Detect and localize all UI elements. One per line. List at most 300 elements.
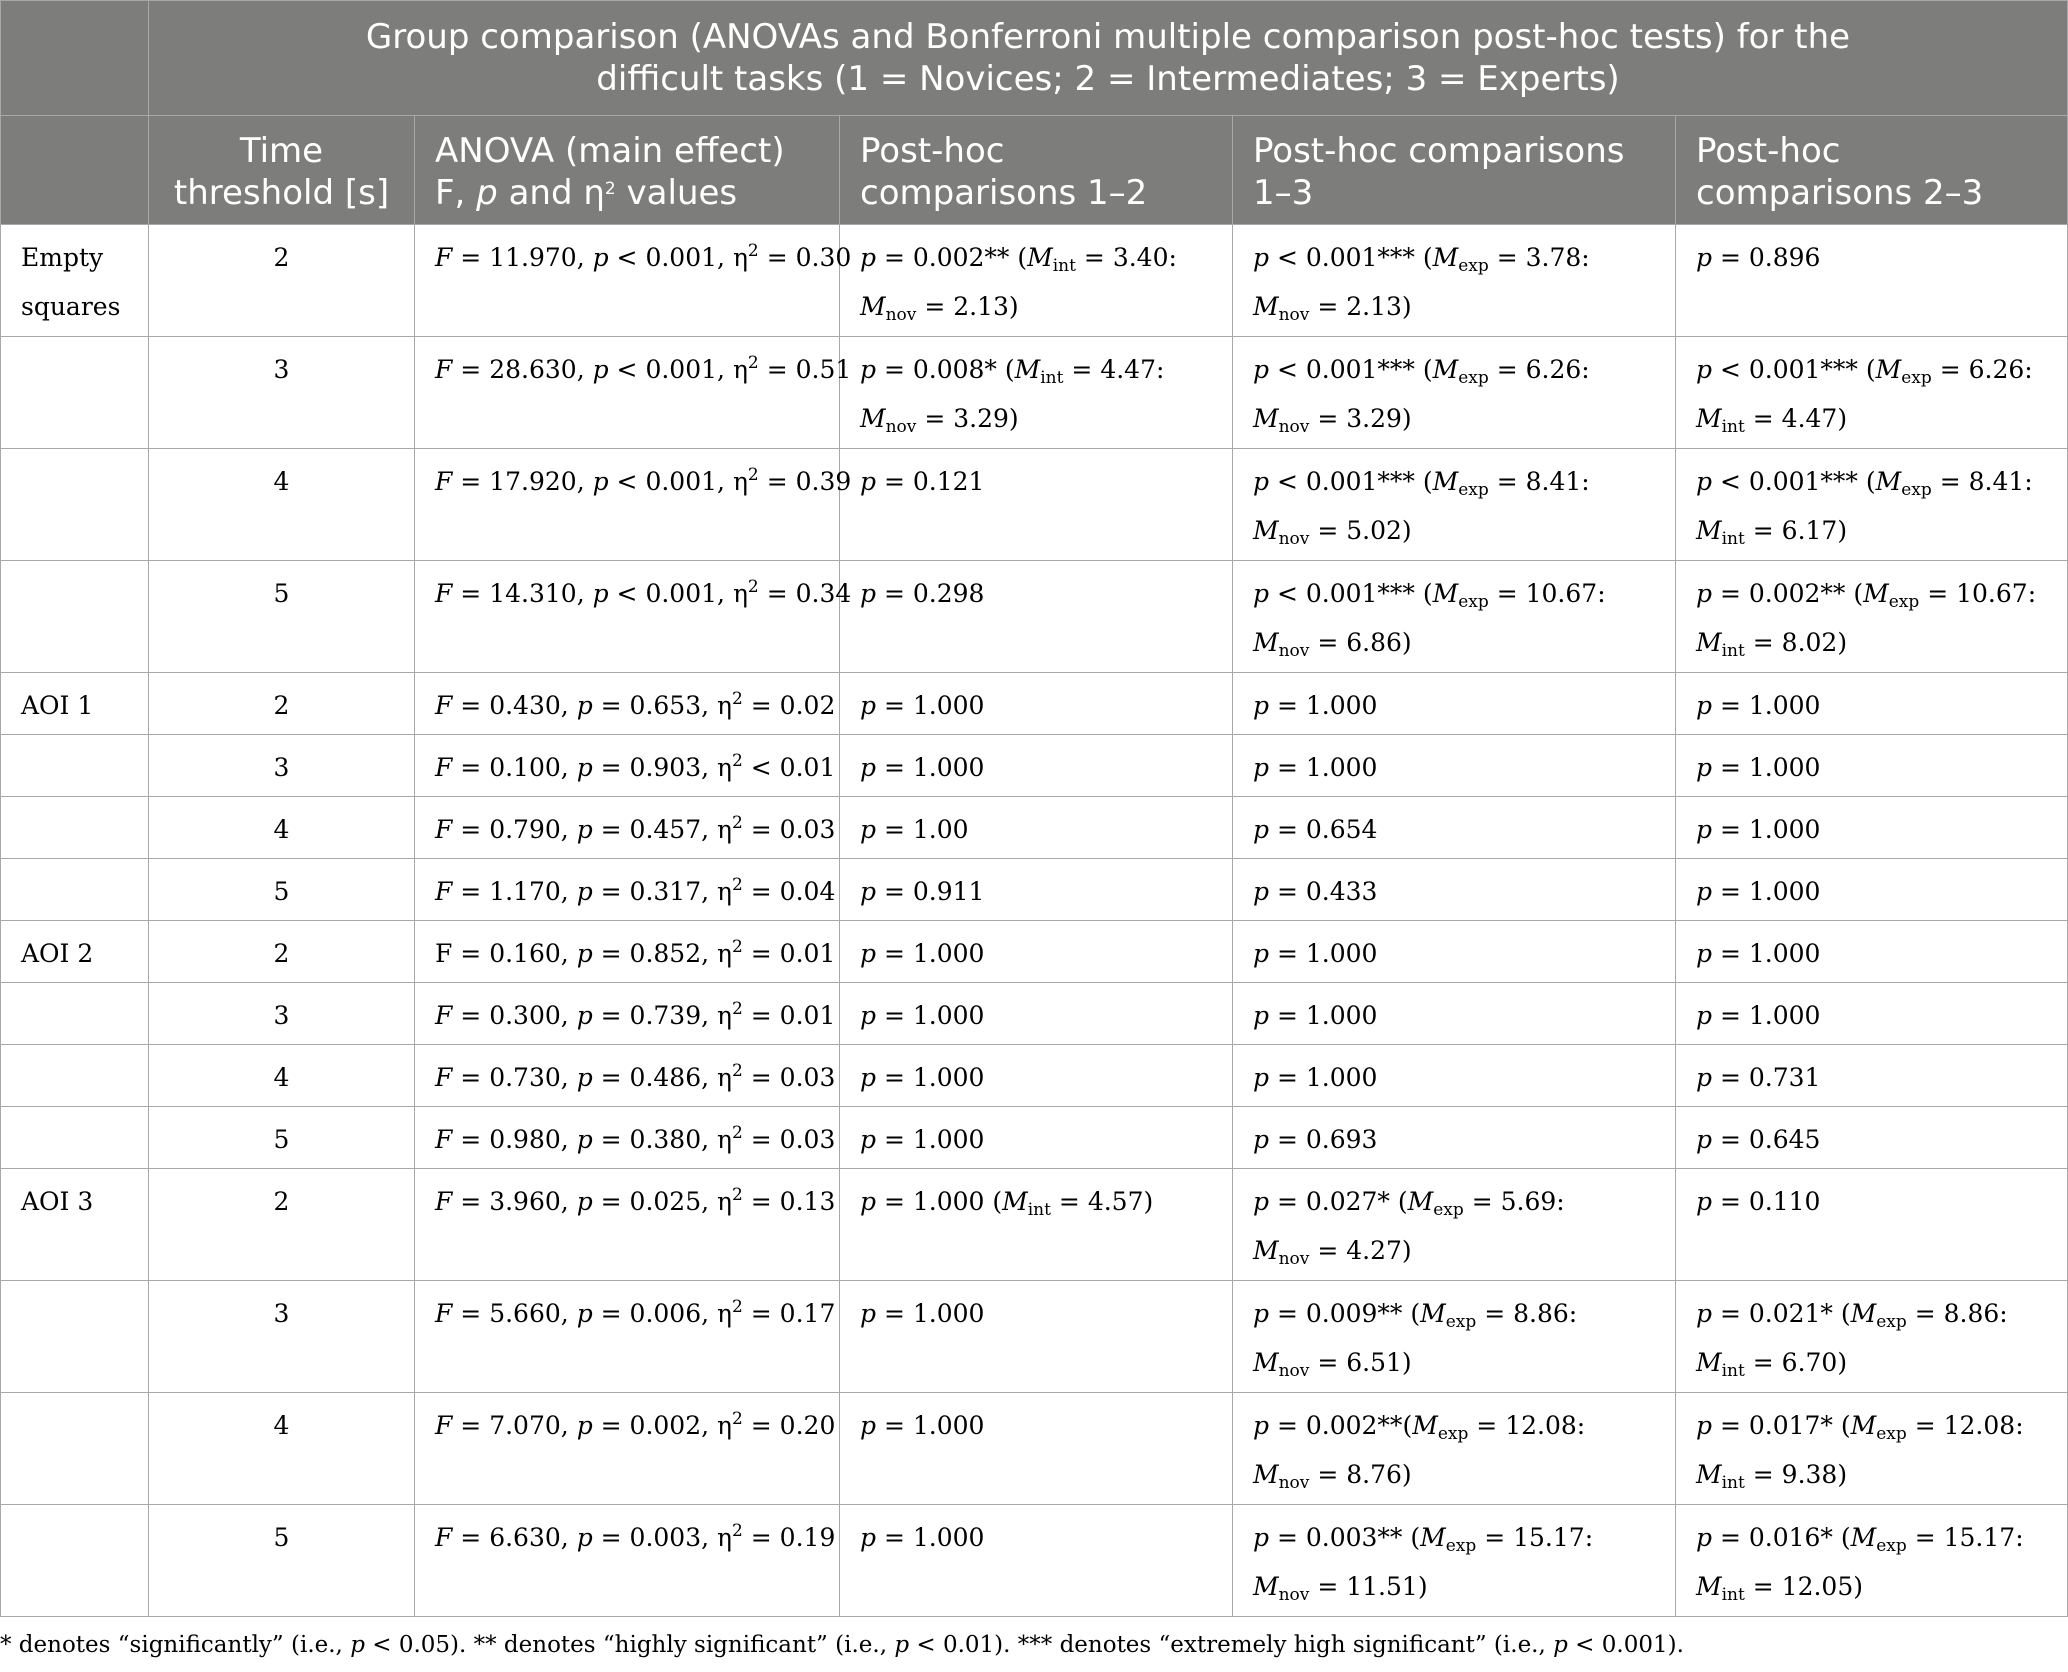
colon: : [2015,1523,2024,1552]
eta-symbol: η [717,1411,733,1440]
posthoc-ph12-cell [840,1281,1233,1393]
mean-symbol: M [1696,516,1722,545]
posthoc-ph13-cell [1233,983,1676,1045]
comma: , [701,1063,718,1092]
eta-symbol: η [717,1063,733,1092]
paren-close: ) [1401,1460,1412,1489]
posthoc-ph13-cell [1233,337,1676,449]
comma: , [560,1187,577,1216]
posthoc-ph12-cell [840,859,1233,921]
f-symbol: F [435,1187,453,1216]
eta-superscript: 2 [732,813,743,833]
p-value: = 1.000 [1269,939,1378,968]
table-row [1,921,2068,983]
p-value: = 0.008* [876,355,997,384]
p-symbol: p [1696,939,1713,968]
posthoc-ph23-cell [1676,1505,2068,1617]
colon: : [2024,467,2033,496]
mean-symbol: M [1875,467,1902,496]
header-group [1,116,149,225]
paren-close: ) [1417,1572,1428,1601]
p-value: = 0.852 [592,939,702,968]
p-value: = 0.693 [1269,1125,1378,1154]
mean-symbol: M [1253,1348,1279,1377]
mean-symbol: M [1253,1460,1279,1489]
table-row [1,225,2068,337]
f-symbol: F [435,1125,453,1154]
mean-subscript: exp [1876,1312,1907,1332]
comma: , [560,1411,577,1440]
mean-symbol: M [1863,579,1889,608]
posthoc-ph23-cell [1676,449,2068,561]
mean-symbol: M [1875,355,1902,384]
eq-sign: = [1309,1460,1347,1489]
f-value: 17.920 [489,467,577,496]
header-empty-corner [1,1,149,116]
mean-value: 3.29 [1346,404,1402,433]
p-value: = 0.645 [1712,1125,1821,1154]
mean-subscript: exp [1876,1424,1907,1444]
table-row [1,561,2068,673]
p-value: < 0.001*** [1269,579,1415,608]
comma: , [560,815,577,844]
comma: , [560,1299,577,1328]
mean-value: 11.51 [1346,1572,1418,1601]
p-symbol: p [1696,1125,1713,1154]
p-symbol: p [1253,691,1270,720]
paren-open: ( [1402,1299,1421,1328]
time-threshold-cell: 5 [149,1505,415,1617]
p-symbol: p [860,467,877,496]
time-threshold-cell: 4 [149,1045,415,1107]
eta-superscript: 2 [732,875,743,895]
posthoc-ph13-cell [1233,449,1676,561]
eta-superscript: 2 [732,1409,743,1429]
p-value: = 0.025 [592,1187,702,1216]
posthoc-ph13-cell [1233,225,1676,337]
group-label [1,735,149,797]
anova-cell [415,983,840,1045]
p-value: = 1.000 [1712,877,1821,906]
mean-symbol: M [1407,1187,1434,1216]
mean-value: 9.38 [1781,1460,1838,1489]
eta-symbol: η [717,815,733,844]
mean-symbol: M [1432,579,1459,608]
eq-sign: = [452,1299,490,1328]
p-value: = 0.002** [1269,1411,1403,1440]
time-threshold-cell: 3 [149,337,415,449]
table-row [1,735,2068,797]
p-symbol: p [576,1001,593,1030]
mean-value: 6.26 [1525,355,1582,384]
eta-superscript: 2 [732,751,743,771]
p-value: = 0.486 [592,1063,702,1092]
eq-sign: = [452,467,490,496]
anova-cell [415,1045,840,1107]
mean-value: 6.17 [1781,516,1838,545]
p-symbol: p [1696,1063,1713,1092]
p-symbol: p [576,1523,593,1552]
posthoc-ph23-cell [1676,983,2068,1045]
p-symbol: p [860,1001,877,1030]
p-value: = 0.021* [1712,1299,1833,1328]
colon: : [2027,579,2037,608]
posthoc-ph13-cell [1233,1107,1676,1169]
posthoc-ph12-cell [840,983,1233,1045]
eta-symbol: η [717,1187,733,1216]
f-value: 0.160 [489,939,561,968]
p-value: = 0.457 [592,815,702,844]
f-value: 6.630 [489,1523,561,1552]
posthoc-ph13-cell [1233,797,1676,859]
group-label [1,673,149,735]
p-value: = 0.121 [876,467,985,496]
eq-sign: = [1744,1460,1782,1489]
time-threshold-cell: 5 [149,859,415,921]
eta-value: = 0.39 [758,467,852,496]
posthoc-ph12-cell [840,1393,1233,1505]
mean-symbol: M [1432,355,1459,384]
p-value: = 1.000 [876,1063,985,1092]
eq-sign: = [1050,1187,1088,1216]
eq-sign: = [1309,516,1347,545]
mean-subscript: nov [1278,1249,1310,1269]
colon: : [1581,467,1590,496]
paren-close: ) [1401,628,1412,657]
mean-subscript: exp [1433,1200,1464,1220]
p-symbol: p [1253,815,1270,844]
mean-subscript: exp [1458,368,1489,388]
mean-subscript: nov [1278,529,1310,549]
comma: , [560,1001,577,1030]
group-label [1,561,149,673]
f-value: 0.980 [489,1125,561,1154]
f-symbol: F [435,1411,453,1440]
posthoc-ph13-cell [1233,1505,1676,1617]
posthoc-ph12-cell [840,225,1233,337]
mean-subscript: nov [1278,641,1310,661]
p-value: < 0.001*** [1712,467,1858,496]
paren-close: ) [1008,404,1019,433]
mean-symbol: M [1253,516,1279,545]
time-threshold-cell: 5 [149,561,415,673]
p-value: = 1.000 [1712,939,1821,968]
eta-superscript: 2 [732,999,743,1019]
group-label [1,1281,149,1393]
mean-subscript: nov [1278,417,1310,437]
p-value: = 1.000 [1269,1001,1378,1030]
eta-symbol: η [717,1299,733,1328]
time-threshold-cell: 2 [149,673,415,735]
mean-subscript: nov [1278,1361,1310,1381]
posthoc-ph12-cell [840,1505,1233,1617]
p-symbol: p [1696,579,1713,608]
mean-symbol: M [860,404,886,433]
eq-sign: = [452,355,490,384]
p-value: = 0.317 [592,877,702,906]
eq-sign: = [452,815,490,844]
comma: , [701,815,718,844]
p-symbol: p [1253,939,1270,968]
mean-symbol: M [1253,404,1279,433]
table-row [1,859,2068,921]
f-symbol: F [435,1001,453,1030]
p-symbol: p [1696,1299,1713,1328]
mean-subscript: nov [885,417,917,437]
eta-value: = 0.30 [758,243,852,272]
comma: , [576,355,593,384]
eta-symbol: η [732,467,748,496]
posthoc-ph12-cell [840,561,1233,673]
p-symbol: p [1253,355,1270,384]
mean-value: 6.86 [1346,628,1402,657]
comma: , [576,243,593,272]
f-value: 11.970 [489,243,577,272]
table-body [1,225,2068,1617]
eta-superscript: 2 [732,937,743,957]
f-value: 0.730 [489,1063,561,1092]
p-value: = 1.000 [1269,753,1378,782]
paren-open: ( [1414,467,1433,496]
eta-symbol: η [717,1125,733,1154]
mean-symbol: M [1002,1187,1028,1216]
mean-subscript: exp [1901,480,1932,500]
eta-symbol: η [717,753,733,782]
f-value: 0.790 [489,815,561,844]
posthoc-ph13-cell [1233,1045,1676,1107]
p-value: = 0.731 [1712,1063,1821,1092]
paren-open: ( [1402,1523,1421,1552]
anova-cell [415,859,840,921]
eq-sign: = [1906,1411,1944,1440]
p-value: = 0.002 [592,1411,702,1440]
p-symbol: p [860,1411,877,1440]
p-symbol: p [592,579,609,608]
p-value: < 0.001*** [1712,355,1858,384]
mean-subscript: int [1052,256,1076,276]
mean-symbol: M [1850,1411,1877,1440]
paren-open: ( [1402,1411,1413,1440]
f-symbol: F [435,355,453,384]
mean-subscript: nov [1278,1473,1310,1493]
p-symbol: p [860,691,877,720]
paren-close: ) [1401,1236,1412,1265]
eq-sign: = [1919,579,1957,608]
posthoc-ph12-cell [840,921,1233,983]
group-label [1,859,149,921]
eq-sign: = [1488,579,1526,608]
p-symbol: p [1253,1001,1270,1030]
p-symbol: p [860,355,877,384]
posthoc-ph23-cell [1676,1281,2068,1393]
posthoc-ph13-cell [1233,859,1676,921]
paren-open: ( [1832,1299,1851,1328]
p-value: = 1.000 [1712,1001,1821,1030]
p-symbol: p [1253,1187,1270,1216]
p-value: = 0.027* [1269,1187,1390,1216]
paren-close: ) [1401,404,1412,433]
mean-value: 2.13 [1346,292,1402,321]
mean-subscript: int [1040,368,1064,388]
group-label [1,337,149,449]
p-value: = 1.000 [876,939,985,968]
eq-sign: = [1931,467,1969,496]
p-symbol: p [860,753,877,782]
p-symbol: p [1253,1299,1270,1328]
p-symbol: p [860,1299,877,1328]
mean-symbol: M [1014,355,1041,384]
p-symbol: p [1253,467,1270,496]
p-symbol: p [1696,1411,1713,1440]
eta-value: = 0.02 [742,691,836,720]
group-label [1,983,149,1045]
posthoc-ph23-cell [1676,1393,2068,1505]
mean-symbol: M [1253,1236,1279,1265]
table-title: Group comparison (ANOVAs and Bonferroni multiple comparison post-hoc tests) for the difficult tasks (1 = Novices; 2 = Intermediates; 3 = Experts) [149,1,2068,116]
table-row [1,1505,2068,1617]
eq-sign: = [1476,1299,1514,1328]
paren-close: ) [1008,292,1019,321]
eq-sign: = [1075,243,1113,272]
paren-open: ( [1389,1187,1408,1216]
eta-value: = 0.17 [742,1299,836,1328]
f-symbol: F [435,1523,453,1552]
anova-cell [415,921,840,983]
paren-open: ( [1857,355,1876,384]
p-value: < 0.001*** [1269,467,1415,496]
mean-symbol: M [1027,243,1053,272]
mean-symbol: M [1253,1572,1279,1601]
header-time-threshold: Time threshold [s] [149,116,415,225]
colon: : [1576,1411,1586,1440]
paren-close: ) [1837,1460,1848,1489]
mean-value: 2.13 [953,292,1009,321]
mean-subscript: nov [1278,1585,1310,1605]
eta-symbol: η [717,1523,733,1552]
eta-symbol: η [732,243,748,272]
mean-subscript: int [1721,641,1745,661]
p-value: = 0.911 [876,877,985,906]
eta-symbol: η [717,939,733,968]
comma: , [701,1411,718,1440]
mean-symbol: M [1696,628,1722,657]
p-value: = 0.380 [592,1125,702,1154]
eta-value: = 0.03 [742,815,836,844]
mean-symbol: M [1253,628,1279,657]
comma: , [701,1125,718,1154]
eq-sign: = [916,292,954,321]
mean-symbol: M [1420,1523,1446,1552]
posthoc-ph13-cell [1233,1281,1676,1393]
p-symbol: p [1696,1187,1713,1216]
p-symbol: p [860,1125,877,1154]
mean-subscript: int [1027,1200,1051,1220]
table-row [1,1107,2068,1169]
mean-subscript: int [1721,1361,1745,1381]
f-value: 0.430 [489,691,561,720]
paren-open: ( [1857,467,1876,496]
table-row [1,1045,2068,1107]
eq-sign: = [1468,1411,1506,1440]
p-symbol: p [1253,877,1270,906]
p-symbol: p [1696,815,1713,844]
mean-value: 8.86 [1943,1299,2000,1328]
table-footnote: * denotes “significantly” (i.e., p < 0.05). ** denotes “highly significant” (i.e., p < 0.01). *** denotes “extremely high significant” (i.e., p < 0.001). [0,1632,1684,1658]
posthoc-ph23-cell [1676,561,2068,673]
group-label [1,1505,149,1617]
eta-symbol: η [717,877,733,906]
comma: , [701,1001,718,1030]
mean-value: 5.02 [1346,516,1402,545]
mean-value: 8.41 [1525,467,1582,496]
time-threshold-cell: 3 [149,1281,415,1393]
anova-cell [415,449,852,561]
mean-symbol: M [1850,1523,1877,1552]
p-symbol: p [1696,467,1713,496]
group-label-line1: AOI 1 [21,691,94,720]
paren-close: ) [1837,628,1848,657]
eq-sign: = [1744,404,1782,433]
colon: : [1556,1187,1565,1216]
comma: , [701,691,718,720]
p-value: < 0.001 [608,243,718,272]
eta-superscript: 2 [747,353,759,373]
eq-sign: = [1309,404,1347,433]
p-symbol: p [1696,753,1713,782]
p-value: = 1.000 [876,1001,985,1030]
comma: , [576,579,593,608]
mean-subscript: exp [1888,592,1920,612]
mean-symbol: M [1696,404,1722,433]
p-symbol: p [860,939,877,968]
comma: , [701,1187,718,1216]
group-label [1,1045,149,1107]
f-value: 3.960 [489,1187,561,1216]
eta-superscript: 2 [732,1521,743,1541]
p-value: = 1.000 [876,753,985,782]
mean-value: 8.41 [1968,467,2025,496]
posthoc-ph13-cell [1233,561,1676,673]
eta-value: = 0.20 [742,1411,836,1440]
paren-open: ( [996,355,1015,384]
eq-sign: = [1309,628,1347,657]
eq-sign: = [452,1125,490,1154]
colon: : [2024,355,2033,384]
p-symbol: p [860,1187,877,1216]
mean-value: 4.47 [1781,404,1838,433]
f-symbol: F [435,877,453,906]
colon: : [1155,355,1165,384]
time-threshold-cell: 2 [149,225,415,337]
eta-value: = 0.01 [742,939,836,968]
p-value: = 1.000 [876,691,985,720]
group-label-line1: AOI 3 [21,1187,94,1216]
header-anova: ANOVA (main effect) F, p and $\eta^2$ values [415,116,840,225]
mean-symbol: M [1432,243,1459,272]
comma: , [560,691,577,720]
mean-subscript: nov [885,305,917,325]
p-value: = 0.006 [592,1299,702,1328]
p-symbol: p [576,691,593,720]
eq-sign: = [1906,1299,1944,1328]
p-symbol: p [1696,355,1713,384]
group-label-line1: Empty [21,243,104,272]
p-value: = 0.002** [876,243,1010,272]
mean-value: 4.57 [1087,1187,1144,1216]
posthoc-ph13-cell [1233,673,1676,735]
eta-superscript: 2 [747,465,759,485]
eta-value: = 0.13 [742,1187,836,1216]
